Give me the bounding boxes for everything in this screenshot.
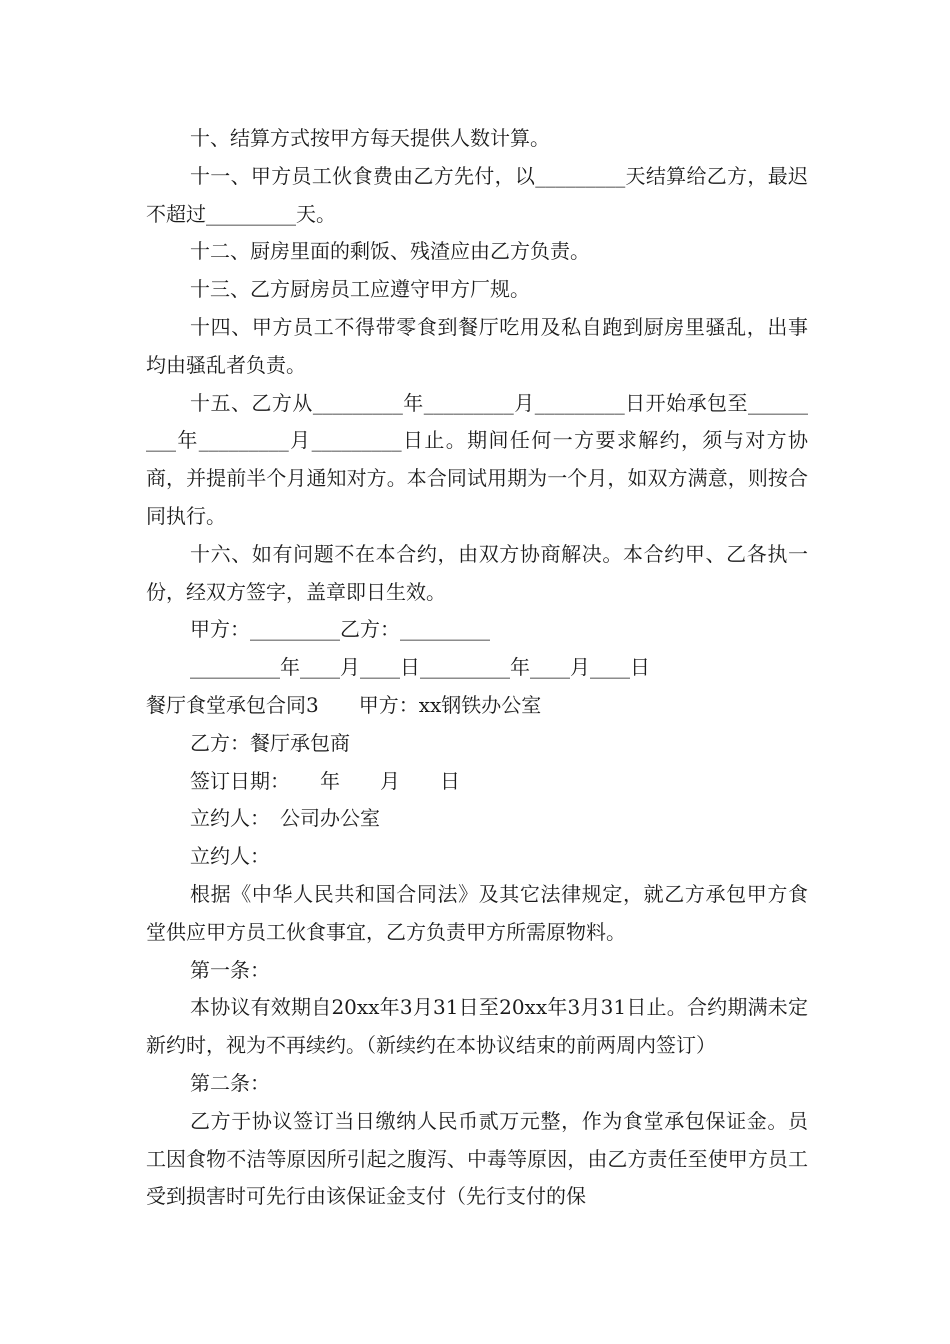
clause-12: 十二、厨房里面的剩饭、残渣应由乙方负责。 (190, 239, 590, 264)
clause-13: 十三、乙方厨房员工应遵守甲方厂规。 (190, 277, 530, 302)
article-1-body: 本协议有效期自20xx年3月31日至20xx年3月31日止。合约期满未定新约时，视为不再续约。（新续约在本协议结束的前两周内签订） (146, 995, 808, 1058)
article-2-body: 乙方于协议签订当日缴纳人民币贰万元整，作为食堂承包保证金。员工因食物不洁等原因所引起之腹泻、中毒等原因，由乙方责任至使甲方员工受到损害时可先行由该保证金支付（先行支付的保 (146, 1108, 808, 1209)
contract-text (146, 120, 808, 1216)
contractor-line-1: 立约人： 公司办公室 (190, 806, 380, 831)
clause-11: 十一、甲方员工伙食费由乙方先付，以_________天结算给乙方，最迟不超过_________天。 (146, 163, 808, 226)
article-2-heading: 第二条： (190, 1070, 270, 1095)
signature-parties-line: 甲方：_________乙方：_________ (190, 617, 490, 642)
party-b-line: 乙方：餐厅承包商 (190, 730, 350, 755)
clause-15: 十五、乙方从_________年_________月_________日开始承包至_________年_________月_________日止。期间任何一方要求解约，须与对方协商，并提前半个月通知对方。本合同试用期为一个月，如双方满意，则按合同执行。 (146, 390, 808, 528)
clause-16: 十六、如有问题不在本合约，由双方协商解决。本合约甲、乙各执一份，经双方签字，盖章即日生效。 (146, 541, 808, 604)
clause-10: 十、结算方式按甲方每天提供人数计算。 (190, 126, 550, 150)
article-1-heading: 第一条： (190, 957, 270, 982)
contract-3-heading: 餐厅食堂承包合同3 甲方：xx钢铁办公室 (146, 692, 542, 717)
clause-14: 十四、甲方员工不得带零食到餐厅吃用及私自跑到厨房里骚乱，出事均由骚乱者负责。 (146, 314, 808, 377)
signing-date-line: 签订日期： 年 月 日 (190, 768, 460, 793)
signature-dates-line: _________年____月____日_________年____月____日 (190, 655, 650, 680)
preamble-paragraph: 根据《中华人民共和国合同法》及其它法律规定，就乙方承包甲方食堂供应甲方员工伙食事宜，乙方负责甲方所需原物料。 (146, 881, 808, 944)
contractor-line-2: 立约人： (190, 844, 270, 869)
